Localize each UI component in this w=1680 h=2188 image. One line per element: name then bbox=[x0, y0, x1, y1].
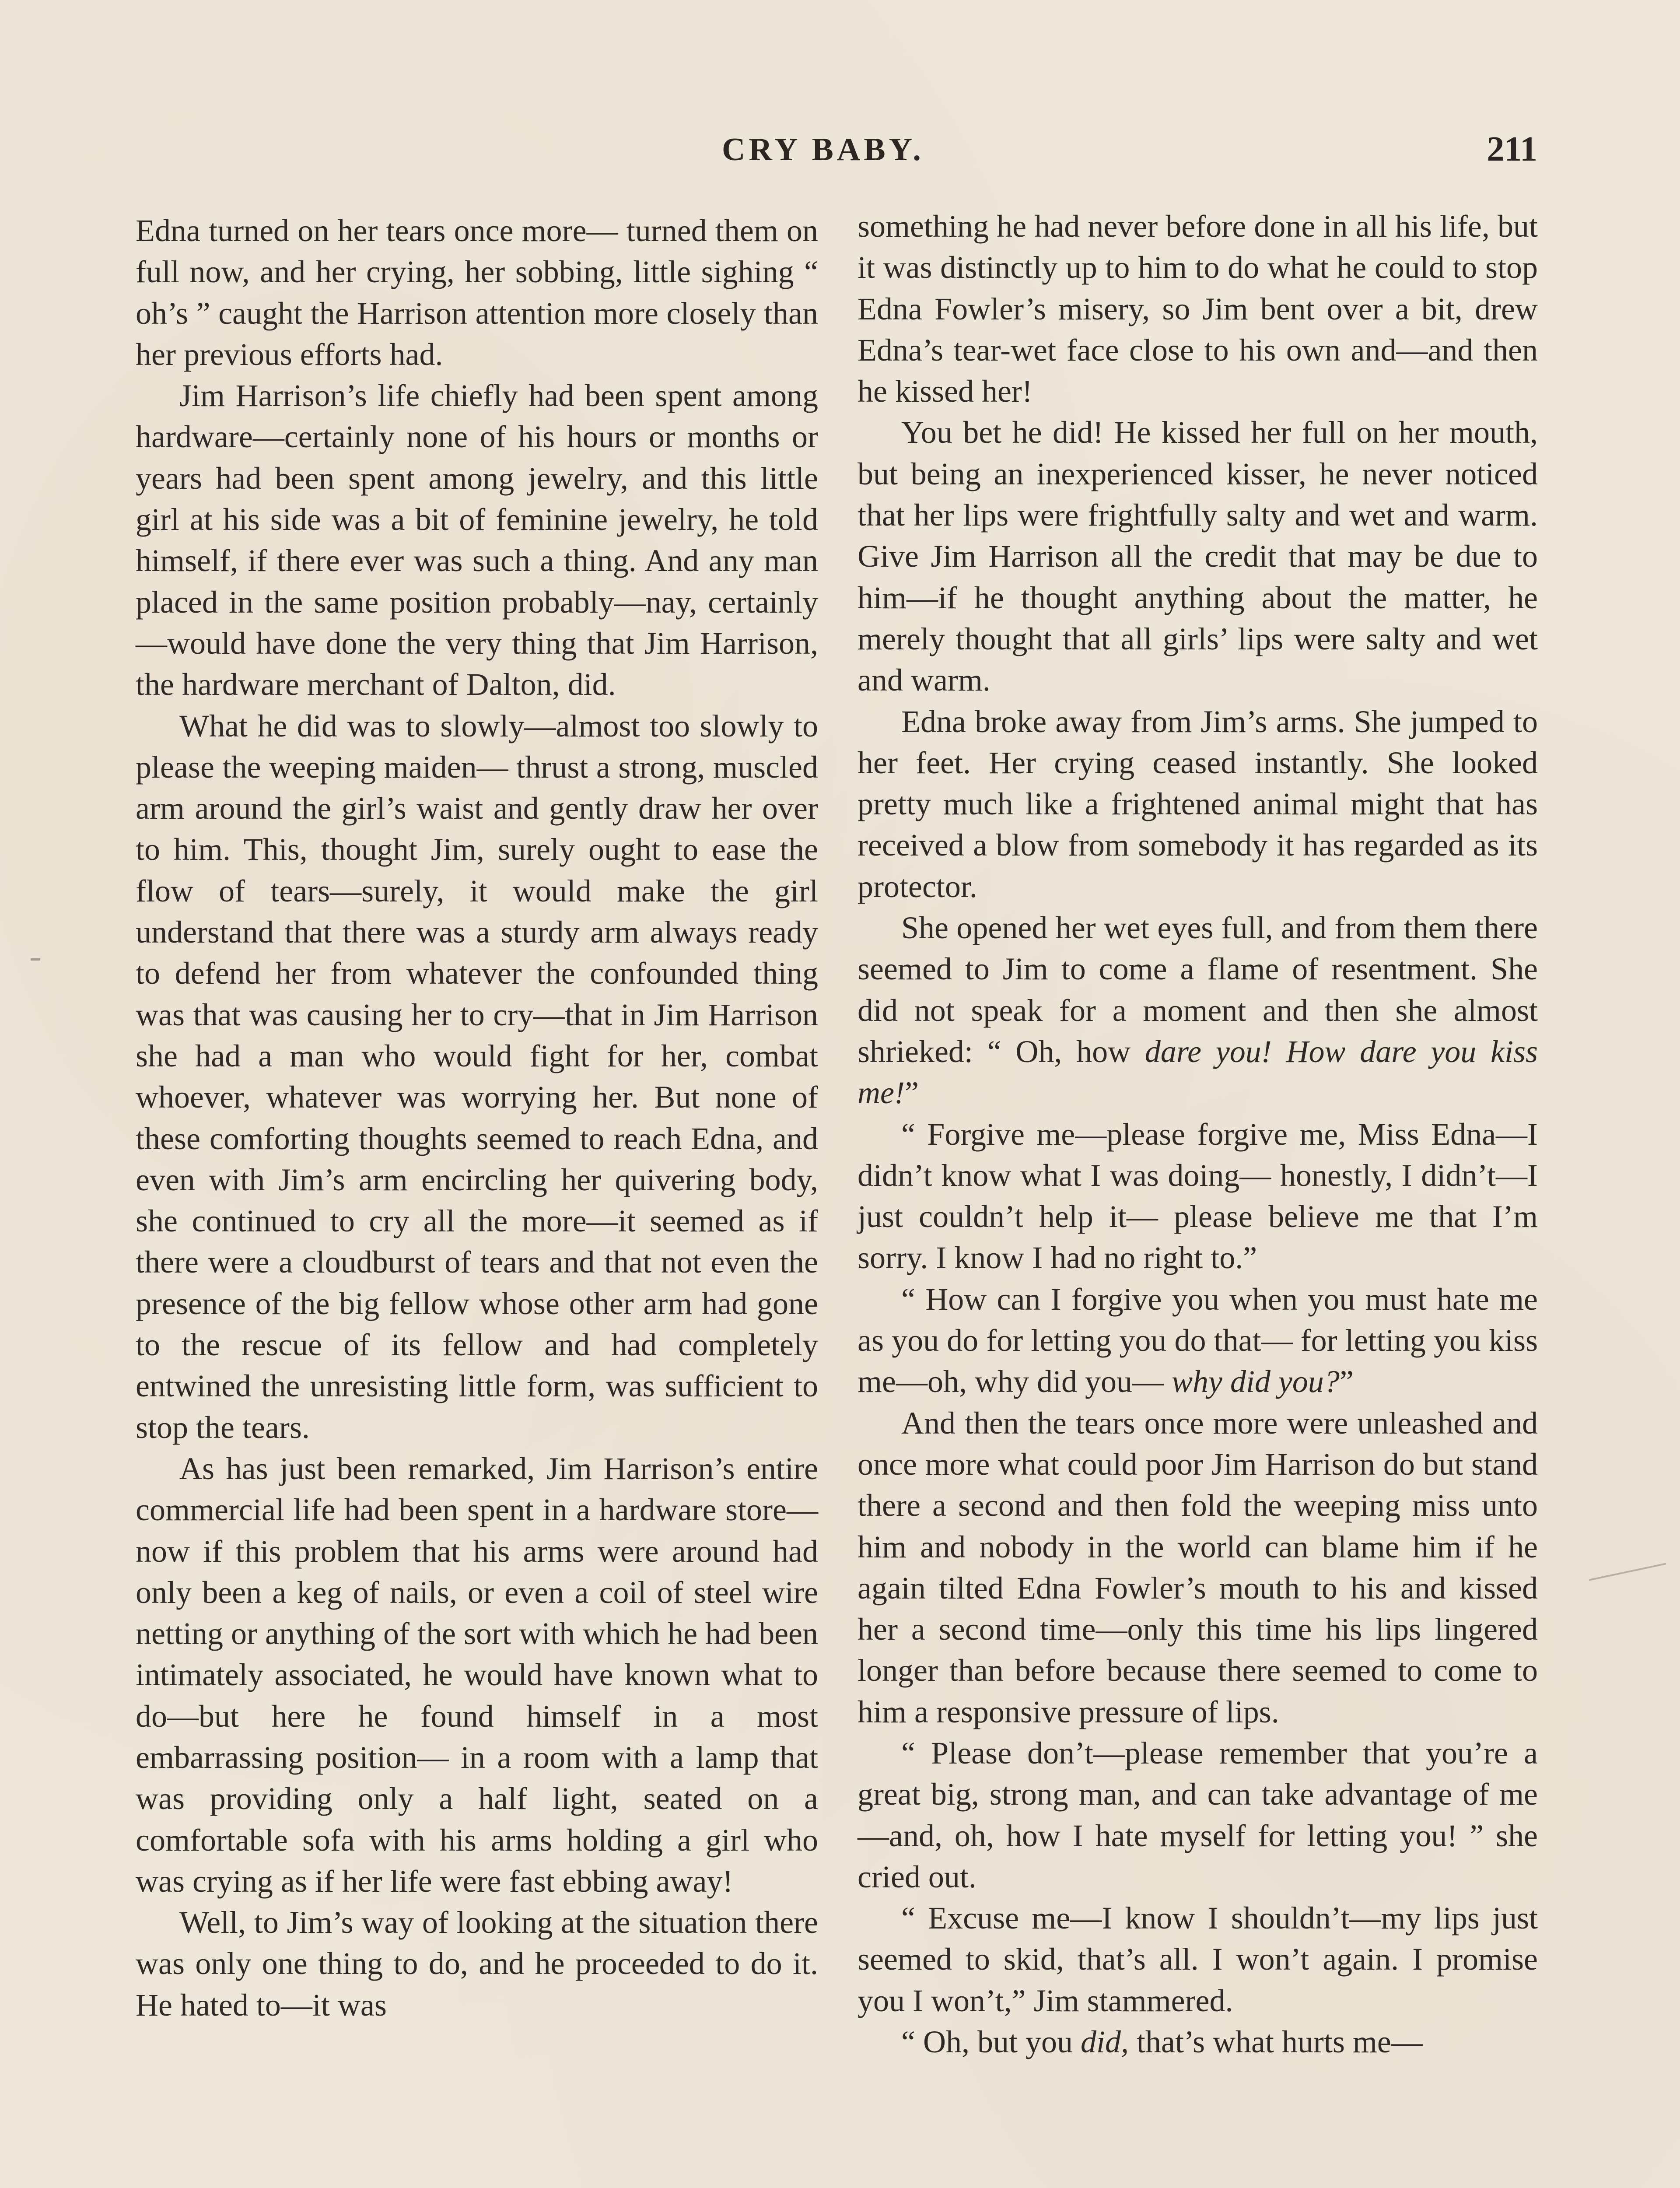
paragraph: You bet he did! He kissed her full on her mouth, but being an inexperienced kisser, he never noticed that her lips were frightfully salty and wet and warm. Give Jim Harrison all the credit that may be due to him—if he thought anything about the matter, he merely thought that all girls’ lips were salty and wet and warm. bbox=[858, 415, 1538, 698]
italic-text: dare you! How dare you kiss me! bbox=[858, 1034, 1538, 1111]
paragraph: What he did was to slowly—almost too slowly to please the weeping maiden— thrust a strong, muscled arm around the girl’s waist and gently draw her over to him. This, thought Jim, surely ought to ease the flow of tears—surely, it would make the girl understand that there was a sturdy arm always ready to defend her from whatever the confounded thing was that was causing her to cry—that in Jim Harrison she had a man who would fight for her, combat whoever, whatever was worrying her. But none of these comforting thoughts seemed to reach Edna, and even with Jim’s arm encircling her quivering body, she continued to cry all the more—it seemed as if there were a cloudburst of tears and that not even the presence of the big fellow whose other arm had gone to the rescue of its fellow and had completely entwined the unresisting little form, was sufficient to stop the tears. bbox=[136, 708, 818, 1445]
left-column bbox=[136, 210, 818, 2026]
italic-text: why did you? bbox=[1171, 1364, 1340, 1399]
page-number: 211 bbox=[1487, 130, 1537, 168]
paragraph bbox=[858, 2021, 1538, 2062]
text-run: She opened her wet eyes full, and from them there seemed to Jim to come a flame of resentment. She did not speak for a moment and then she almost shrieked: “ Oh, how bbox=[858, 910, 1538, 1069]
ink-speck bbox=[31, 958, 40, 961]
paragraph: And then the tears once more were unleashed and once more what could poor Jim Harrison do but stand there a second and then fold the weeping miss unto him and nobody in the world can blame him if he again tilted Edna Fowler’s mouth to his and kissed her a second time—only this time his lips lingered longer than before because there seemed to come to him a responsive pressure of lips. bbox=[858, 1405, 1538, 1729]
text-run: “ How can I forgive you when you must hate me as you do for letting you do that— for letting you kiss me—oh, why did you— bbox=[858, 1281, 1538, 1399]
italic-text: did, bbox=[1080, 2024, 1129, 2060]
right-column bbox=[858, 206, 1538, 2062]
text-run: that’s what hurts me— bbox=[1128, 2024, 1423, 2060]
paragraph: “ Forgive me—please forgive me, Miss Edna—I didn’t know what I was doing— honestly, I didn’t—I just couldn’t help it— please believe me that I’m sorry. I know I had no right to.” bbox=[858, 1116, 1538, 1276]
text-run: ” bbox=[1339, 1364, 1354, 1399]
paragraph: “ Excuse me—I know I shouldn’t—my lips just seemed to skid, that’s all. I won’t again. I promise you I won’t,” Jim stammered. bbox=[858, 1900, 1538, 2018]
text-run: ” bbox=[904, 1075, 919, 1111]
paragraph: “ Please don’t—please remember that you’re a great big, strong man, and can take advantage of me—and, oh, how I hate myself for letting you! ” she cried out. bbox=[858, 1735, 1538, 1894]
paragraph: Well, to Jim’s way of looking at the situation there was only one thing to do, and he proceeded to do it. He hated to—it was bbox=[136, 1905, 818, 2023]
paragraph bbox=[858, 907, 1538, 1113]
paragraph: Edna broke away from Jim’s arms. She jumped to her feet. Her crying ceased instantly. She looked pretty much like a frightened animal might that has received a blow from somebody it has regarded as its protector. bbox=[858, 704, 1538, 904]
paragraph: Jim Harrison’s life chiefly had been spent among hardware—certainly none of his hours or months or years had been spent among jewelry, and this little girl at his side was a bit of feminine jewelry, he told himself, if there ever was such a thing. And any man placed in the same position probably—nay, certainly—would have done the very thing that Jim Harrison, the hardware merchant of Dalton, did. bbox=[136, 378, 818, 702]
paragraph: As has just been remarked, Jim Harrison’s entire commercial life had been spent in a hardware store—now if this problem that his arms were around had only been a keg of nails, or even a coil of steel wire netting or anything of the sort with which he had been intimately associated, he would have known what to do—but here he found himself in a most embarrassing position— in a room with a lamp that was providing only a half light, seated on a comfortable sofa with his arms holding a girl who was crying as if her life were fast ebbing away! bbox=[136, 1451, 818, 1899]
paragraph bbox=[858, 1279, 1538, 1403]
paragraph: something he had never before done in all his life, but it was distinctly up to him to do what he could to stop Edna Fowler’s misery, so Jim bent over a bit, drew Edna’s tear-wet face close to his own and—and then he kissed her! bbox=[858, 209, 1538, 409]
running-title: CRY BABY. bbox=[722, 132, 924, 168]
paper-scratch bbox=[1589, 1563, 1666, 1581]
text-run: “ Oh, but you bbox=[901, 2024, 1081, 2060]
paragraph: Edna turned on her tears once more— turned them on full now, and her crying, her sobbing, little sighing “ oh’s ” caught the Harrison attention more closely than her previous efforts had. bbox=[136, 213, 818, 372]
